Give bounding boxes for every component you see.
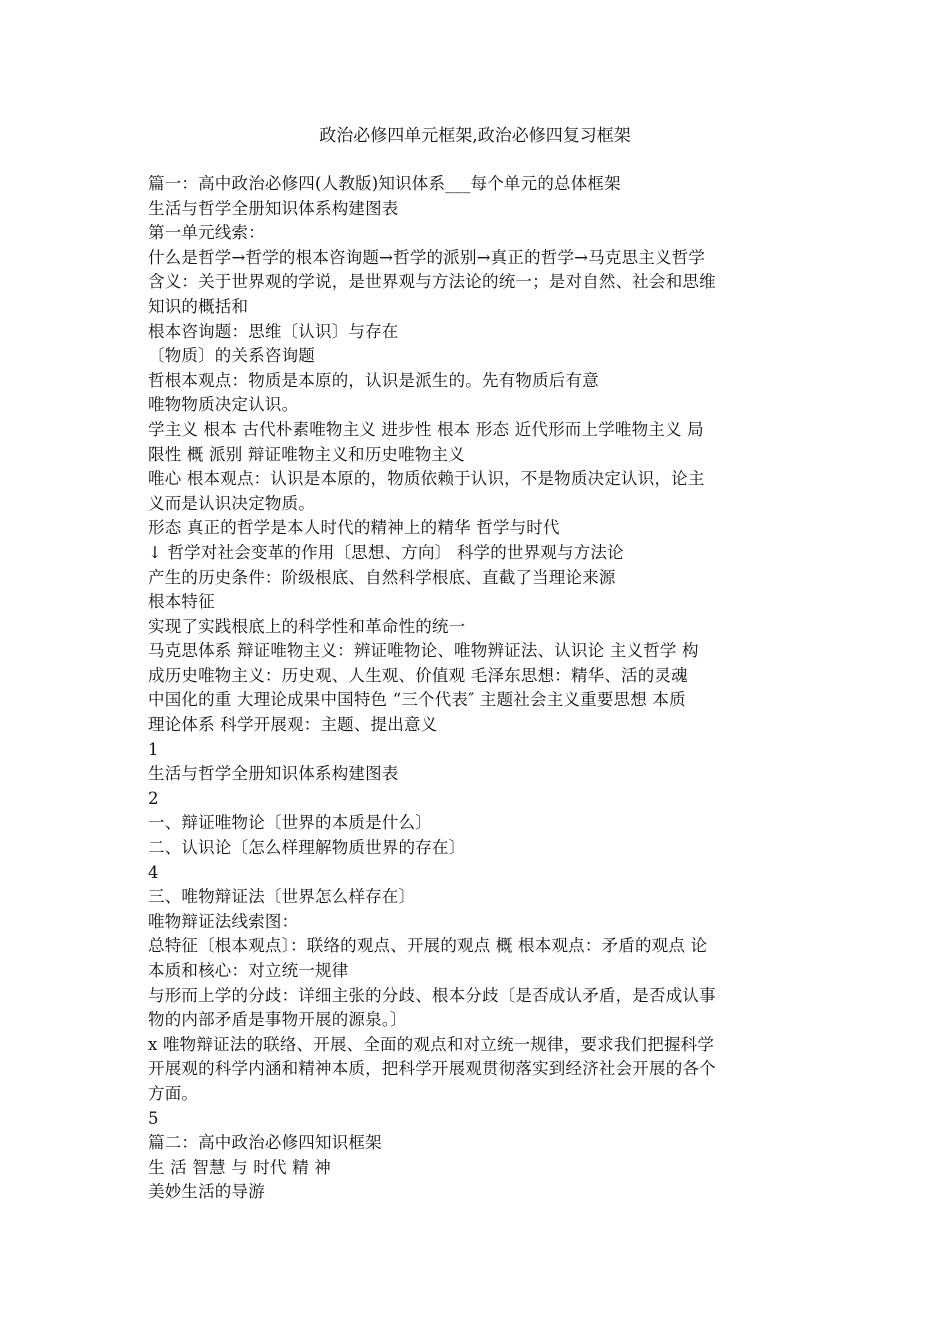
text-line: x 唯物辩证法的联络、开展、全面的观点和对立统一规律，要求我们把握科学 [148,1034,715,1054]
text-line: 生活与哲学全册知识体系构建图表 [148,764,399,784]
text-line: 理论体系 科学开展观：主题、提出意义 [148,715,438,735]
text-line: 成历史唯物主义：历史观、人生观、价值观 毛泽东思想：精华、活的灵魂 [148,665,688,685]
text-line: 唯物物质决定认识。 [148,395,299,415]
document-title: 政治必修四单元框架,政治必修四复习框架 [319,126,631,146]
text-line: 与形而上学的分歧：详细主张的分歧、根本分歧〔是否成认矛盾，是否成认事 [148,985,716,1005]
text-line: 5 [148,1108,159,1128]
text-line: 含义：关于世界观的学说，是世界观与方法论的统一；是对自然、社会和思维 [148,272,716,292]
text-line: 一、辩证唯物论〔世界的本质是什么〕 [148,813,432,833]
text-line: 总特征〔根本观点〕：联络的观点、开展的观点 概 根本观点：矛盾的观点 论 [148,936,708,956]
text-line: 学主义 根本 古代朴素唯物主义 进步性 根本 形态 近代形而上学唯物主义 局 [148,419,704,439]
text-line: 〔物质〕的关系咨询题 [148,346,315,366]
text-line: 义而是认识决定物质。 [148,493,315,513]
text-line: 二、认识论〔怎么样理解物质世界的存在〕 [148,838,466,858]
text-line: 2 [148,788,159,808]
text-line: 4 [148,862,159,882]
text-line: 1 [148,739,159,759]
text-line: 什么是哲学→哲学的根本咨询题→哲学的派别→真正的哲学→马克思主义哲学 [148,247,706,267]
text-line: 中国化的重 大理论成果中国特色 “三个代表″ 主题社会主义重要思想 本质 [148,690,686,710]
text-line: 根本咨询题：思维〔认识〕与存在 [148,321,399,341]
text-line: 美妙生活的导游 [148,1182,265,1202]
text-line: 唯物辩证法线索图： [148,911,299,931]
document-body [148,172,808,1205]
text-line: 开展观的科学内涵和精神本质，把科学开展观贯彻落实到经济社会开展的各个 [148,1059,716,1079]
text-line: 本质和核心：对立统一规律 [148,961,349,980]
text-line: 篇一：高中政治必修四(人教版)知识体系___每个单元的总体框架 [148,174,621,193]
text-line: 第一单元线索： [148,223,265,243]
text-line: 哲根本观点：物质是本原的，认识是派生的。先有物质后有意 [148,370,599,390]
text-line: 知识的概括和 [148,296,249,316]
text-line: 产生的历史条件：阶级根底、自然科学根底、直截了当理论来源 [148,567,616,587]
text-line: 物的内部矛盾是事物开展的源泉。〕 [148,1010,407,1030]
text-line: 唯心 根本观点：认识是本原的，物质依赖于认识，不是物质决定认识，论主 [148,469,705,489]
text-line: 生活与哲学全册知识体系构建图表 [148,198,399,218]
text-line: 根本特征 [148,592,215,612]
text-line: 形态 真正的哲学是本人时代的精神上的精华 哲学与时代 [148,518,560,538]
text-line: 三、唯物辩证法〔世界怎么样存在〕 [148,887,416,907]
text-line: 限性 概 派别 辩证唯物主义和历史唯物主义 [148,444,465,464]
text-line: 篇二：高中政治必修四知识框架 [148,1133,382,1153]
text-line: 实现了实践根底上的科学性和革命性的统一 [148,616,466,636]
text-line: ↓ 哲学对社会变革的作用〔思想、方向〕 科学的世界观与方法论 [148,542,624,562]
text-line: 生 活 智慧 与 时代 精 神 [148,1157,331,1177]
text-line: 马克思体系 辩证唯物主义：辨证唯物论、唯物辨证法、认识论 主义哲学 构 [148,641,699,661]
text-line: 方面。 [148,1083,199,1103]
